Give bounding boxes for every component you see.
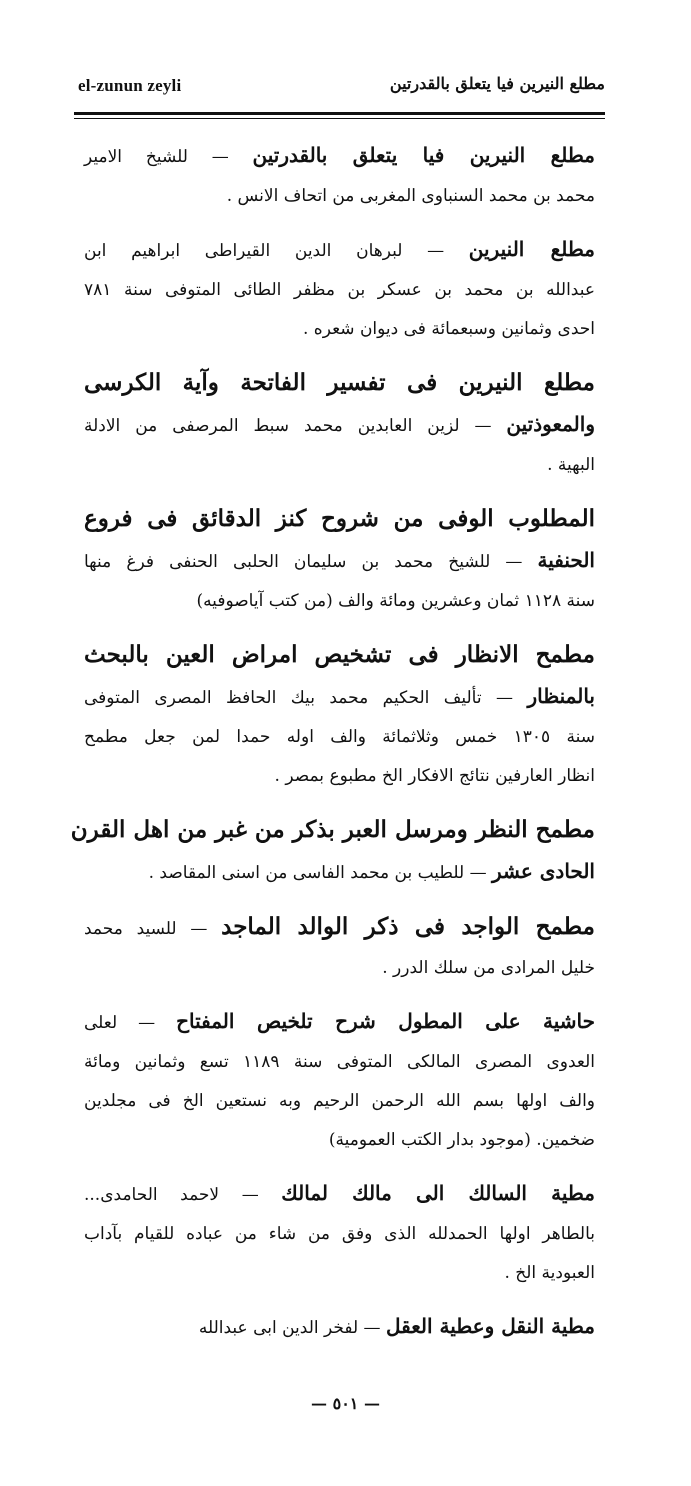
entry-title: المطلوب الوفى من شروح كنز الدقائق فى فروع <box>84 505 595 532</box>
entry-line <box>84 757 595 796</box>
entry-line <box>84 1174 595 1215</box>
entry-line <box>84 1307 595 1348</box>
entry-text: — لفخر الدين ابى عبدالله <box>198 1318 386 1338</box>
entry-line <box>84 1002 595 1043</box>
running-header <box>78 74 605 102</box>
entry-title: مطلع النيرين <box>468 237 595 261</box>
bibliography-entry <box>84 1307 595 1348</box>
entry-text: سنة ١٣٠٥ خمس وثلاثمائة والف اوله حمدا لمن جعل مطمح <box>84 727 595 747</box>
entry-text: انظار العارفين نتائج الافكار الخ مطبوع بمصر . <box>274 766 595 786</box>
bibliography-entry <box>84 363 595 485</box>
entry-line <box>84 541 595 582</box>
bibliography-entry <box>84 136 595 216</box>
entry-text: والف اولها بسم الله الرحمن الرحيم وبه نستعين الخ فى مجلدين <box>84 1091 595 1111</box>
entry-line <box>84 1043 595 1082</box>
entry-text: — تأليف الحكيم محمد بيك الحافظ المصرى المتوفى <box>84 688 528 708</box>
entry-title: مطية النقل وعطية العقل <box>385 1314 595 1338</box>
entry-line <box>84 1082 595 1121</box>
header-rule-thin <box>74 118 605 119</box>
entry-text: سنة ١١٢٨ ثمان وعشرين ومائة والف (من كتب آياصوفيه) <box>196 591 595 611</box>
bibliography-entry <box>84 499 595 621</box>
entry-text: البهية . <box>547 455 595 475</box>
page-number: — ٥٠١ — <box>311 1394 380 1413</box>
entries-body <box>70 136 595 1362</box>
entry-title: الحادى عشر <box>492 859 595 883</box>
entry-title: مطلع النيرين فيا يتعلق بالقدرتين <box>252 143 595 167</box>
entry-line <box>84 635 595 677</box>
entry-text: — للطيب بن محمد الفاسى من اسنى المقاصد . <box>148 863 492 883</box>
entry-title: الحنفية <box>537 548 595 572</box>
entry-line <box>84 446 595 485</box>
entry-line <box>84 1254 595 1293</box>
bibliography-entry <box>70 810 595 893</box>
header-rule-thick <box>74 112 605 115</box>
bibliography-entry <box>84 230 595 349</box>
entry-line <box>84 177 595 216</box>
entry-title: مطمح الواجد فى ذكر الوالد الماجد <box>221 913 595 940</box>
entry-text: محمد بن محمد السنباوى المغربى من اتحاف الانس . <box>226 186 595 206</box>
entry-line <box>84 405 595 446</box>
entry-line <box>84 363 595 405</box>
entry-line <box>84 1121 595 1160</box>
entry-line <box>84 136 595 177</box>
entry-line <box>84 271 595 310</box>
entry-title: والمعوذتين <box>506 412 595 436</box>
entry-line <box>84 677 595 718</box>
entry-line <box>84 499 595 541</box>
entry-title: حاشية على المطول شرح تلخيص المفتاح <box>176 1009 595 1033</box>
entry-text: — للشيخ الامير <box>84 147 253 167</box>
entry-text: — لزين العابدين محمد سبط المرصفى من الادلة <box>84 416 507 436</box>
entry-text: — لعلى <box>84 1013 177 1033</box>
entry-line <box>84 582 595 621</box>
entry-text: عبدالله بن محمد بن عسكر بن مظفر الطائى المتوفى سنة ٧٨١ <box>84 280 595 300</box>
entry-title: مطمح النظر ومرسل العبر بذكر من غبر من اهل القرن <box>70 816 595 843</box>
entry-line <box>84 907 595 949</box>
entry-title: مطية السالك الى مالك لمالك <box>281 1181 595 1205</box>
entry-title: بالمنظار <box>527 684 595 708</box>
entry-title: مطمح الانظار فى تشخيص امراض العين بالبحث <box>84 641 595 668</box>
bibliography-entry <box>84 907 595 988</box>
bibliography-entry <box>84 1174 595 1293</box>
entry-text: العبودية الخ . <box>504 1263 595 1283</box>
entry-text: — لاحمد الحامدى... <box>84 1185 282 1205</box>
entry-text: العدوى المصرى المالكى المتوفى سنة ١١٨٩ تسع وثمانين ومائة <box>84 1052 595 1072</box>
entry-text: — للشيخ محمد بن سليمان الحلبى الحنفى فرغ منها <box>84 552 538 572</box>
entry-line <box>84 230 595 271</box>
entry-line <box>84 1215 595 1254</box>
entry-text: — لبرهان الدين القيراطى ابراهيم ابن <box>84 241 469 261</box>
entry-line <box>84 949 595 988</box>
header-arabic-title: مطلع النيرين فيا يتعلق بالقدرتين <box>389 74 605 93</box>
entry-text: — للسيد محمد <box>84 919 222 939</box>
entry-text: بالطاهر اولها الحمدلله الذى وفق من شاء من عباده للقيام بآداب <box>84 1224 595 1244</box>
entry-title: مطلع النيرين فى تفسير الفاتحة وآية الكرسى <box>84 369 595 396</box>
entry-line <box>84 310 595 349</box>
entry-line <box>84 852 595 893</box>
header-transliteration: el-zunun zeyli <box>78 76 182 95</box>
entry-line <box>70 810 595 852</box>
entry-text: خليل المرادى من سلك الدرر . <box>382 958 595 978</box>
entry-line <box>84 718 595 757</box>
bibliography-entry <box>84 1002 595 1160</box>
bibliography-entry <box>84 635 595 796</box>
entry-text: ضخمين. (موجود بدار الكتب العمومية) <box>328 1130 595 1150</box>
entry-text: احدى وثمانين وسبعمائة فى ديوان شعره . <box>303 319 595 339</box>
